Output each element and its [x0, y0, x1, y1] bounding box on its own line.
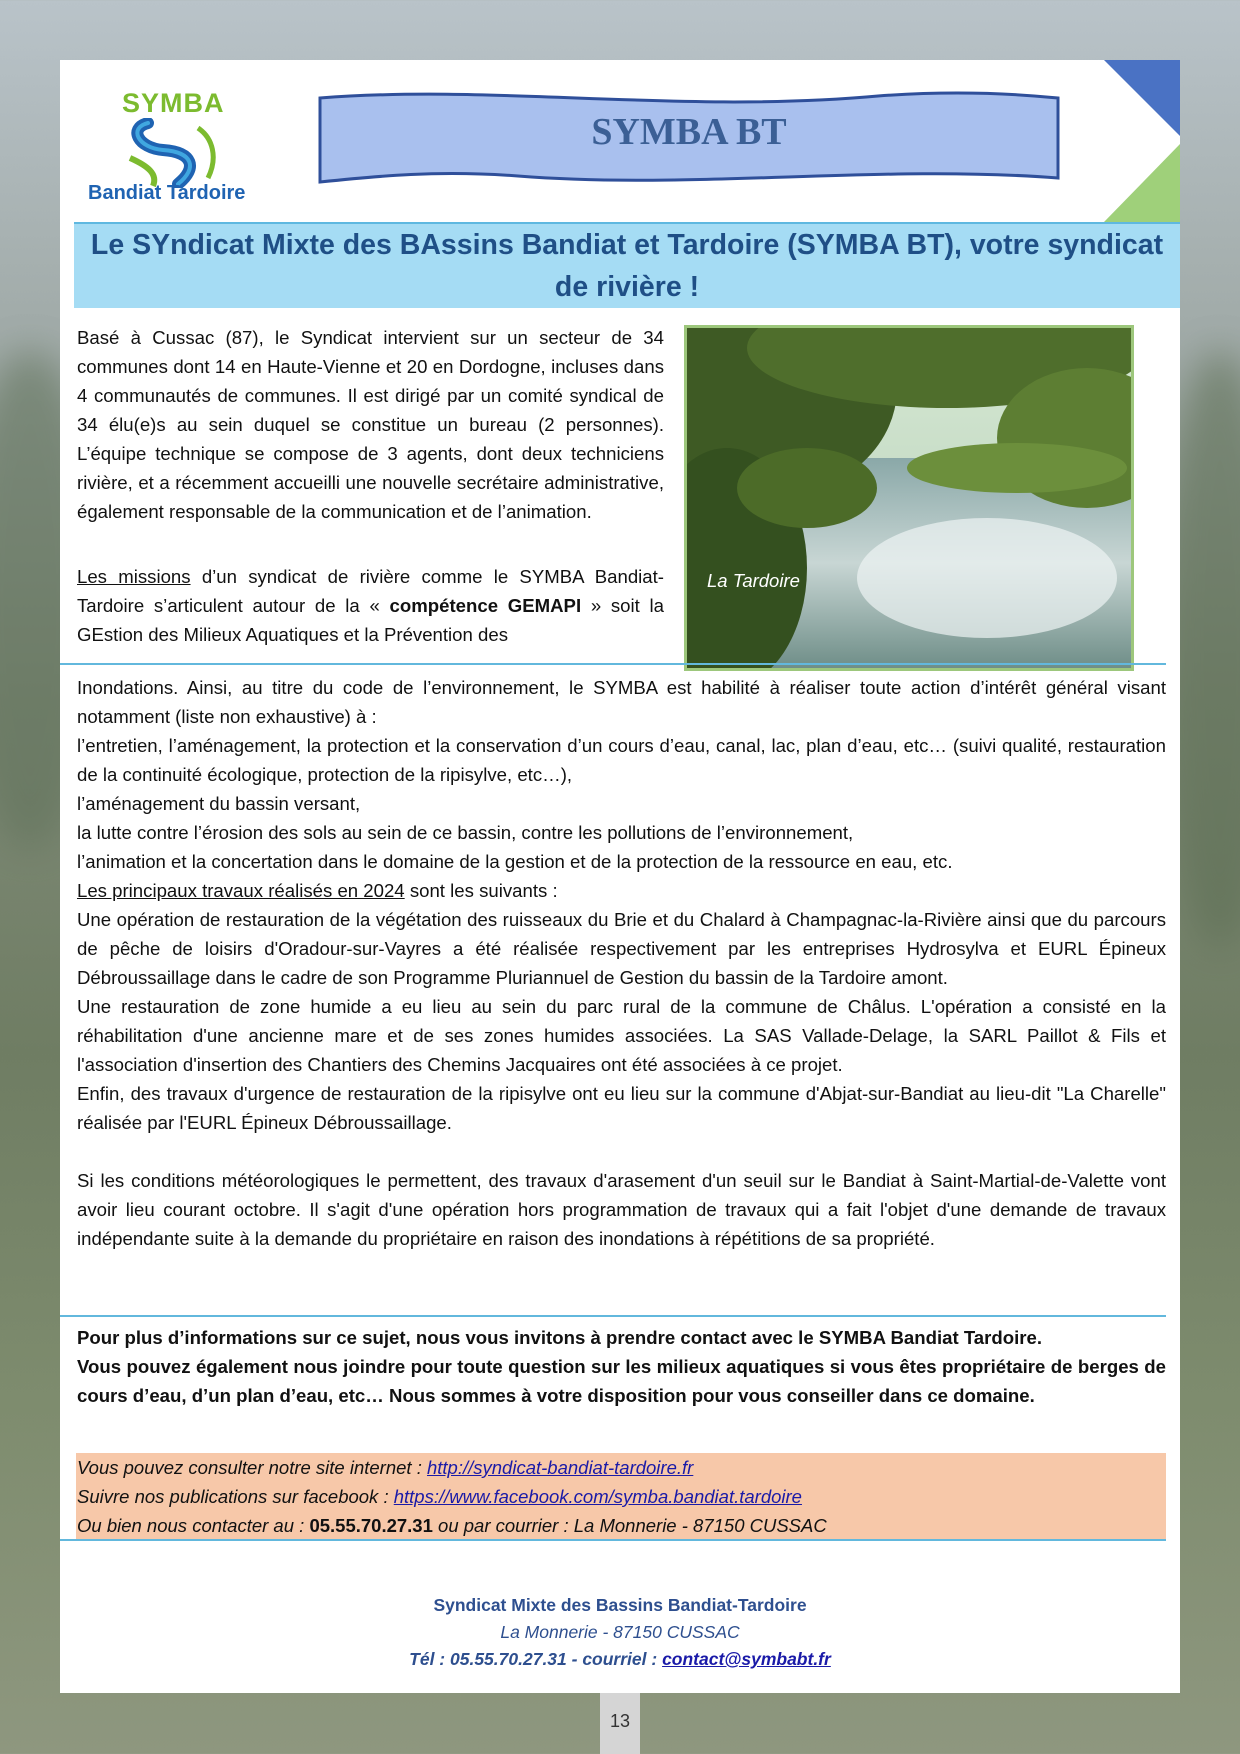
intro-paragraph: Basé à Cussac (87), le Syndicat intervient sur un secteur de 34 communes dont 14 en Haute-Vienne et 20 en Dordogne, incluses dans 4 communautés de communes. Il est dirigé par un comité syndical de 34 élu(e)s au sein duquel se constitue un bureau (2 personnes). L’équipe technique se compose de 3 agents, dont deux techniciens rivière, et a récemment accueilli une nouvelle secrétaire administrative, également responsable de la communication et de l’animation.	[77, 327, 664, 522]
contact-paragraph	[77, 1323, 1166, 1410]
facebook-row	[76, 1482, 1166, 1511]
missions-text-a: d’un syndicat de rivière comme le SYMBA Bandiat-Tardoire s’articulent autour de la «	[77, 566, 664, 616]
body-line-2: l’entretien, l’aménagement, la protection et la conservation d’un cours d’eau, canal, lac, plan d’eau, etc… (suivi qualité, restauration de la continuité écologique, protection de la ripisylve, etc…),	[77, 735, 1166, 785]
works-paragraph-1: Une opération de restauration de la végétation des ruisseaux du Brie et du Chalard à Champagnac-la-Rivière ainsi que du parcours de pêche de loisirs d'Oradour-sur-Vayres a été réalisée respectivement par les entreprises Hydrosylva et EURL Épineux Débroussaillage dans le cadre de son Programme Pluriannuel de Gestion du bassin de la Tardoire amont.	[77, 909, 1166, 988]
page	[60, 60, 1180, 1693]
missions-paragraph	[77, 562, 664, 649]
footer-tel: Tél : 05.55.70.27.31 - courriel :	[409, 1649, 663, 1669]
works-rest: sont les suivants :	[404, 880, 558, 901]
facebook-label: Suivre nos publications sur facebook :	[77, 1486, 394, 1507]
website-label: Vous pouvez consulter notre site internet :	[77, 1457, 427, 1478]
logo-text-bottom: Bandiat Tardoire	[88, 182, 246, 204]
body-line-5: l’animation et la concertation dans le domaine de la gestion et de la protection de la ressource en eau, etc.	[77, 851, 953, 872]
photo-caption: La Tardoire	[707, 570, 800, 591]
footer	[60, 1592, 1180, 1673]
page-number: 13	[600, 1693, 640, 1754]
logo-text-top: SYMBA	[122, 88, 225, 118]
facebook-link[interactable]: https://www.facebook.com/symba.bandiat.tardoire	[393, 1486, 802, 1507]
spacer	[77, 1137, 1166, 1166]
missions-underline: Les missions	[77, 566, 191, 587]
footer-address: La Monnerie - 87150 CUSSAC	[500, 1622, 740, 1642]
divider-bottom	[60, 1539, 1166, 1541]
phone-number: 05.55.70.27.31	[309, 1515, 433, 1536]
body-text	[77, 673, 1166, 1253]
website-link[interactable]: http://syndicat-bandiat-tardoire.fr	[426, 1457, 694, 1478]
footer-contact	[60, 1646, 1180, 1673]
footer-org: Syndicat Mixte des Bassins Bandiat-Tardoire	[433, 1595, 807, 1615]
corner-decoration	[1104, 60, 1180, 222]
divider-top	[60, 663, 1166, 665]
phone-label: Ou bien nous contacter au :	[77, 1515, 310, 1536]
headline: Le SYndicat Mixte des BAssins Bandiat et Tardoire (SYMBA BT), votre syndicat de rivière !	[74, 222, 1180, 308]
info-box	[76, 1453, 1166, 1539]
footer-email-link[interactable]: contact@symbabt.fr	[662, 1649, 831, 1669]
contact-line-1: Pour plus d’informations sur ce sujet, nous vous invitons à prendre contact avec le SYMBA Bandiat Tardoire.	[77, 1327, 1043, 1348]
contact-line-2: Vous pouvez également nous joindre pour toute question sur les milieux aquatiques si vous êtes propriétaire de berges de cours d’eau, d’un plan d’eau, etc… Nous sommes à votre disposition pour vous conseiller dans ce domaine.	[77, 1356, 1166, 1406]
banner-title: SYMBA BT	[591, 111, 787, 153]
divider-middle	[60, 1315, 1166, 1317]
body-line-3: l’aménagement du bassin versant,	[77, 793, 361, 814]
gemapi-bold: compétence GEMAPI	[389, 595, 582, 616]
river-photo-image	[687, 328, 1131, 668]
works-paragraph-3: Enfin, des travaux d'urgence de restauration de la ripisylve ont eu lieu sur la commune d'Abjat-sur-Bandiat au lieu-dit "La Charelle" réalisée par l'EURL Épineux Débroussaillage.	[77, 1083, 1166, 1133]
body-line-1: Inondations. Ainsi, au titre du code de l’environnement, le SYMBA est habilité à réaliser toute action d’intérêt général visant notamment (liste non exhaustive) à :	[77, 677, 1166, 727]
missions-text-b: » soit la GEstion des Milieux Aquatiques et la Prévention des	[77, 595, 665, 645]
works-paragraph-2: Une restauration de zone humide a eu lieu au sein du parc rural de la commune de Châlus. L'opération a consisté en la réhabilitation d'une ancienne mare et de ses zones humides associées. La SAS Vallade-Delage, la SARL Paillot & Fils et l'association d'insertion des Chantiers des Chemins Jacquaires ont été associées à ce projet.	[77, 996, 1166, 1075]
river-photo	[684, 325, 1134, 671]
website-row	[76, 1453, 1166, 1482]
river-logo-icon	[118, 118, 228, 188]
symba-logo	[88, 88, 258, 208]
mail-address: ou par courrier : La Monnerie - 87150 CUSSAC	[432, 1515, 827, 1536]
works-underline: Les principaux travaux réalisés en 2024	[77, 880, 405, 901]
works-heading	[77, 876, 1166, 905]
body-line-4: la lutte contre l’érosion des sols au sein de ce bassin, contre les pollutions de l’environnement,	[77, 822, 854, 843]
phone-row	[76, 1511, 1166, 1540]
works-paragraph-4: Si les conditions météorologiques le permettent, des travaux d'arasement d'un seuil sur le Bandiat à Saint-Martial-de-Valette vont avoir lieu courant octobre. Il s'agit d'une opération hors programmation de travaux qui a fait l'objet d'une demande de travaux indépendante suite à la demande du propriétaire en raison des inondations à répétitions de sa propriété.	[77, 1170, 1166, 1249]
